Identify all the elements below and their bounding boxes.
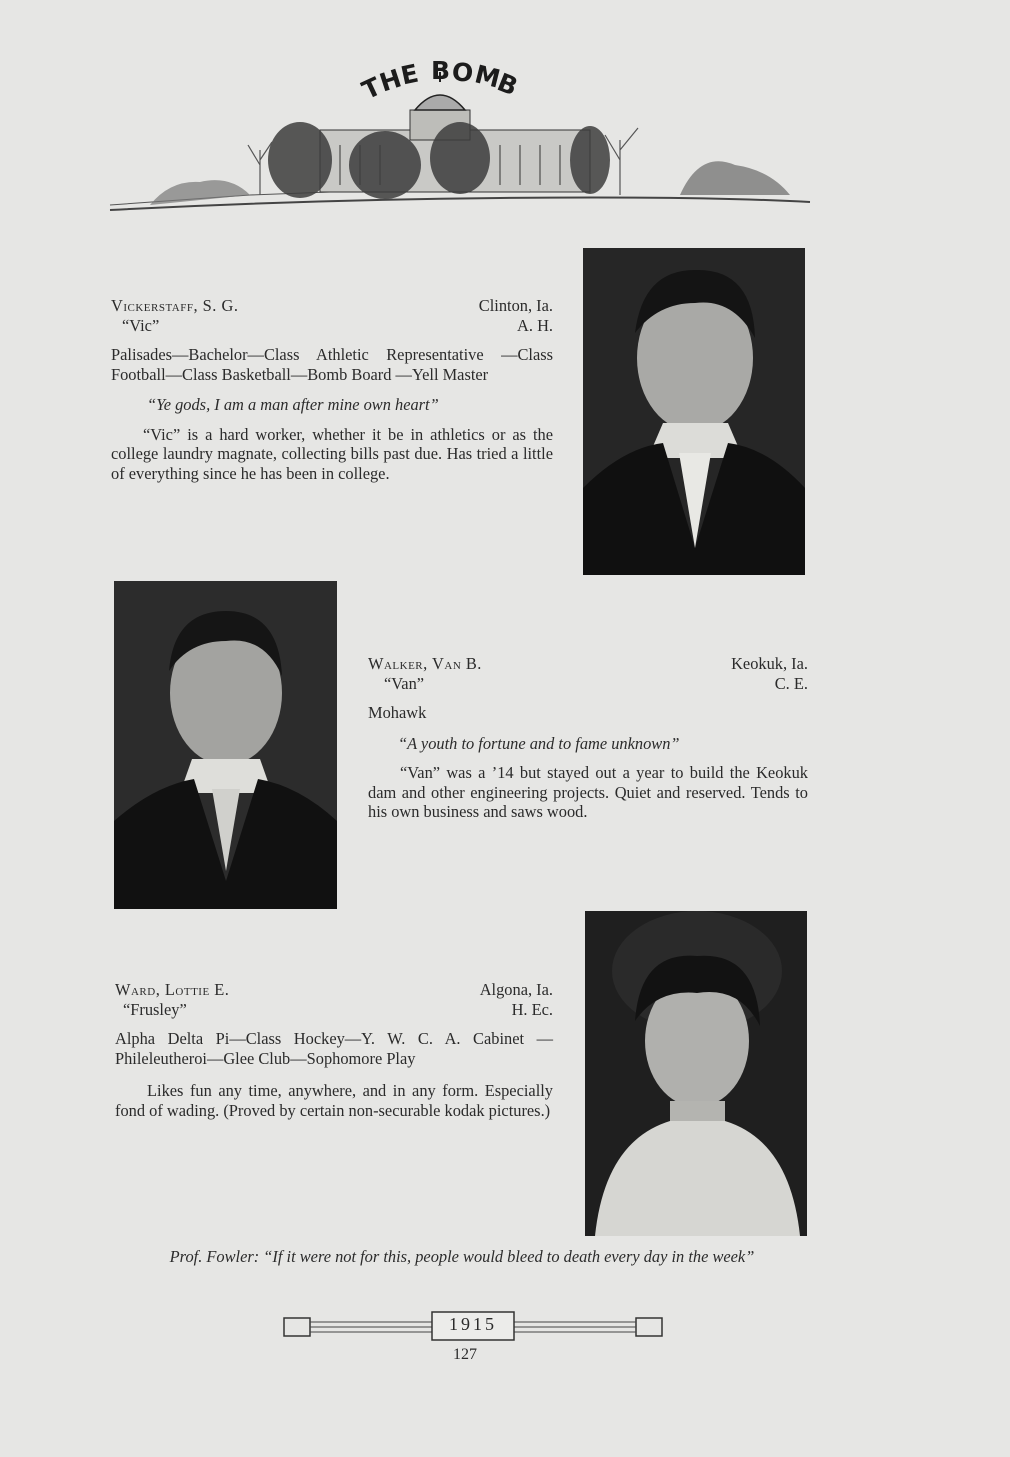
hometown: Keokuk, Ia.	[731, 654, 808, 673]
title-letter: B	[431, 56, 451, 85]
activities: Alpha Delta Pi—Class Hockey—Y. W. C. A. Cabinet —Phileleutheroi—Glee Club—Sophomore Play	[115, 1029, 553, 1068]
masthead	[0, 0, 1010, 230]
title-letter: T	[357, 71, 386, 106]
title-letter: H	[376, 63, 405, 98]
course: H. Ec.	[511, 999, 553, 1019]
year-label: 1915	[449, 1314, 497, 1334]
bio: “Vic” is a hard worker, whether it be in athletics or as the college laundry magnate, collecting bills past due. Has tried a little of everything since he has been in college.	[111, 424, 553, 483]
course: C. E.	[774, 673, 808, 693]
title-letter: B	[493, 67, 522, 102]
student-name: Vickerstaff, S. G.	[111, 296, 239, 315]
title-letter: O	[450, 56, 475, 89]
motto: “Ye gods, I am a man after mine own heart”	[147, 395, 439, 414]
caption-quote: Prof. Fowler: “If it were not for this, people would bleed to death every day in the week”	[169, 1247, 755, 1266]
bio: “Van” was a ’14 but stayed out a year to build the Keokuk dam and other engineering projects. Quiet and reserved. Tends to his own business and saws wood.	[368, 763, 808, 821]
entry-walker	[368, 654, 808, 822]
bio: Likes fun any time, anywhere, and in any form. Especially fond of wading. (Proved by certain non-securable kodak pictures.)	[115, 1081, 553, 1120]
title-letter: M	[471, 59, 504, 94]
hometown: Clinton, Ia.	[478, 296, 553, 315]
year-ornament	[282, 1310, 664, 1342]
campus-illustration	[0, 0, 1010, 230]
page-number: 127	[453, 1346, 477, 1363]
nickname: “Vic”	[122, 315, 160, 335]
student-name: Walker, Van B.	[368, 654, 482, 673]
entry-vickerstaff	[111, 296, 553, 483]
nickname: “Frusley”	[123, 999, 187, 1019]
masthead-title	[355, 52, 525, 106]
course: A. H.	[517, 315, 553, 335]
student-name: Ward, Lottie E.	[115, 980, 230, 999]
title-letter: E	[398, 58, 421, 91]
portrait-photo-ward	[585, 911, 807, 1236]
entry-ward	[115, 980, 553, 1120]
motto: “A youth to fortune and to fame unknown”	[398, 733, 680, 753]
nickname: “Van”	[384, 673, 425, 693]
activities: Mohawk	[368, 703, 427, 722]
portrait-photo-vickerstaff	[583, 248, 805, 575]
portrait-photo-walker	[114, 581, 337, 909]
hometown: Algona, Ia.	[479, 980, 553, 999]
activities: Palisades—Bachelor—Class Athletic Representative —Class Football—Class Basketball—Bomb Board —Yell Master	[111, 345, 553, 384]
